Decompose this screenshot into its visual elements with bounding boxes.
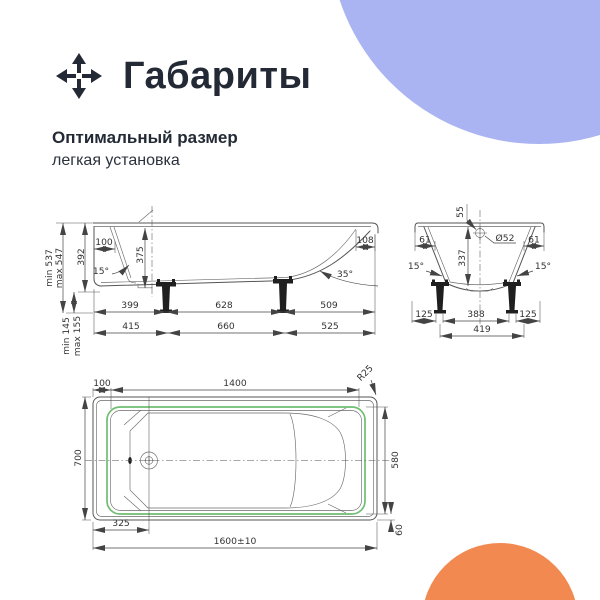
dim-label: 509 (320, 300, 338, 311)
dim-label: 1600±10 (213, 536, 257, 547)
dim-label: 100 (95, 237, 113, 248)
dim-label: max 155 (72, 315, 83, 357)
dim-label: min 145 (61, 317, 72, 355)
dim-label: 388 (467, 309, 485, 320)
dim-label: 399 (121, 300, 139, 311)
dim-label: 125 (519, 309, 537, 320)
dim-label: 375 (135, 246, 146, 264)
dim-label: 61 (528, 234, 540, 246)
dim-label: 125 (415, 309, 433, 320)
dim-label: 100 (93, 378, 111, 389)
subtitle-regular: легкая установка (52, 152, 180, 169)
dim-label: 337 (457, 249, 468, 267)
dim-label: R25 (355, 363, 376, 384)
subtitle-bold: Оптимальный размер (52, 128, 238, 147)
header (55, 52, 311, 100)
subtitle-block (52, 128, 238, 170)
top-view-drawing (45, 358, 455, 563)
dim-label: 1400 (223, 378, 247, 389)
dim-label: max 547 (54, 247, 65, 289)
dim-label: 61 (419, 234, 431, 246)
dim-label: 35° (336, 269, 354, 280)
dim-label: 55 (455, 206, 466, 218)
dim-label: 108 (356, 235, 374, 246)
dim-label: min 537 (44, 249, 55, 287)
dim-label: 700 (73, 449, 84, 467)
page-title: Габариты (123, 54, 312, 97)
dim-label: 415 (122, 321, 140, 332)
dim-label: 60 (394, 524, 405, 536)
end-view-drawing (402, 196, 592, 356)
dim-label: 580 (390, 451, 401, 469)
dim-label: Ø52 (495, 233, 515, 244)
dim-label: 15° (534, 261, 552, 272)
dim-label: 525 (321, 321, 339, 332)
dim-label: 419 (473, 324, 491, 335)
decor-blue-blob (329, 0, 600, 144)
dim-label: 392 (76, 248, 87, 266)
move-arrows-icon (55, 52, 103, 100)
side-view-drawing (38, 193, 403, 363)
dim-label: 325 (112, 518, 130, 529)
dim-label: 628 (215, 300, 233, 311)
dim-label: 15° (92, 266, 110, 277)
dim-label: 660 (217, 321, 235, 332)
dim-label: 15° (407, 261, 425, 272)
